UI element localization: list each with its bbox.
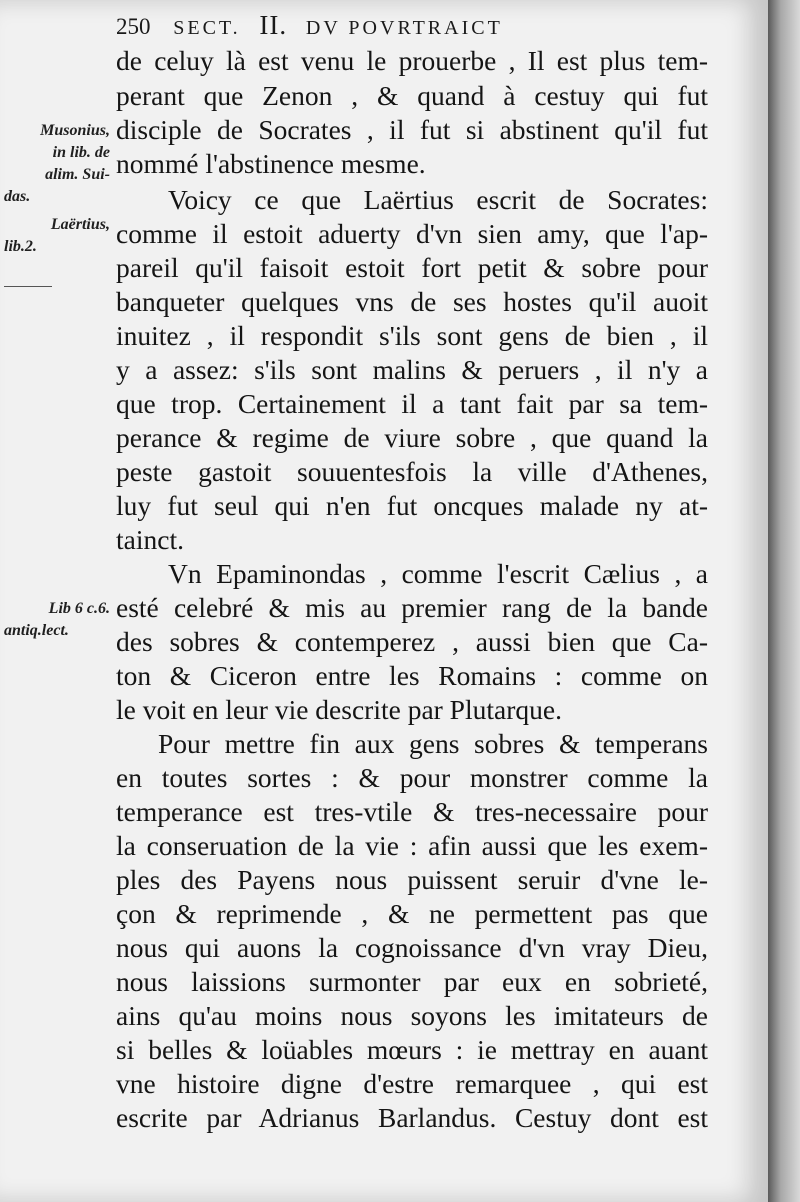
text-line: Voicy ce que Laërtius escrit de Socrates:	[168, 184, 708, 215]
margin-note-line: Laërtius,	[50, 216, 110, 233]
text-line: Vn Epaminondas , comme l'escrit Cælius , a	[168, 558, 708, 589]
text-line: Pour mettre fin aux gens sobres & temperans	[158, 728, 708, 759]
text-line: disciple de Socrates , il fut si abstinent qu'il fut	[116, 114, 708, 145]
text-line: perance & regime de viure sobre , que quand la	[116, 422, 708, 453]
text-line: peste gastoit souuentesfois la ville d'Athenes,	[116, 456, 708, 487]
section-label: SECT.	[173, 17, 241, 39]
text-line: des sobres & contemperez , aussi bien que Ca-	[116, 626, 708, 657]
text-line: que trop. Certainement il a tant fait par sa tem-	[116, 388, 708, 419]
text-line: esté celebré & mis au premier rang de la bande	[116, 592, 708, 623]
text-line: le voit en leur vie descrite par Plutarque.	[116, 694, 562, 725]
text-line: comme il estoit aduerty d'vn sien amy, que l'ap-	[116, 218, 708, 249]
text-line: ples des Payens nous puissent seruir d'vne le-	[116, 864, 708, 895]
margin-rule	[4, 286, 52, 287]
section-number: II.	[259, 10, 288, 40]
text-line: inuitez , il respondit s'ils sont gens de bien , il	[116, 320, 708, 351]
text-line: nous laissions surmonter par eux en sobrieté,	[116, 966, 708, 997]
text-line: çon & reprimende , & ne permettent pas que	[116, 898, 708, 929]
text-line: escrite par Adrianus Barlandus. Cestuy dont est	[116, 1102, 708, 1133]
text-line: temperance est tres-vtile & tres-necessaire pour	[116, 796, 708, 827]
text-line: ains qu'au moins nous soyons les imitateurs de	[116, 1000, 708, 1031]
running-head	[116, 10, 503, 41]
text-line: ton & Ciceron entre les Romains : comme on	[116, 660, 708, 691]
running-title: DV POVRTRAICT	[305, 17, 503, 39]
margin-note-line: Lib 6 c.6.	[48, 600, 110, 617]
text-line: nous qui auons la cognoissance d'vn vray Dieu,	[116, 932, 708, 963]
margin-note-line: in lib. de	[52, 144, 110, 161]
text-line: vne histoire digne d'estre remarquee , qui est	[116, 1068, 708, 1099]
margin-note-musonius	[4, 120, 110, 208]
text-line: luy fut seul qui n'en fut oncques malade ny at-	[116, 490, 708, 521]
text-line: tainct.	[116, 524, 184, 555]
margin-note-line: Musonius,	[40, 122, 110, 139]
text-line: perant que Zenon , & quand à cestuy qui fut	[116, 80, 708, 111]
text-line: y a assez: s'ils sont malins & peruers , il n'y a	[116, 354, 708, 385]
page-gutter	[768, 0, 800, 1202]
margin-note-laertius	[4, 214, 110, 258]
text-line: banqueter quelques vns de ses hostes qu'il auoit	[116, 286, 708, 317]
text-line: si belles & loüables mœurs : ie mettray en auant	[116, 1034, 708, 1065]
text-line: pareil qu'il faisoit estoit fort petit & sobre pour	[116, 252, 708, 283]
margin-note-line: antiq.lect.	[4, 622, 69, 639]
margin-note-line: lib.2.	[4, 238, 37, 255]
margin-note-line: das.	[4, 188, 31, 205]
page-number: 250	[116, 14, 151, 39]
text-line: nommé l'abstinence mesme.	[116, 148, 426, 179]
text-line: la conseruation de la vie : afin aussi que les exem-	[116, 830, 708, 861]
text-line: en toutes sortes : & pour monstrer comme la	[116, 762, 708, 793]
text-line: de celuy là est venu le prouerbe , Il est plus tem-	[116, 45, 708, 76]
margin-note-line: alim. Sui-	[45, 166, 110, 183]
margin-note-lib	[4, 598, 110, 642]
